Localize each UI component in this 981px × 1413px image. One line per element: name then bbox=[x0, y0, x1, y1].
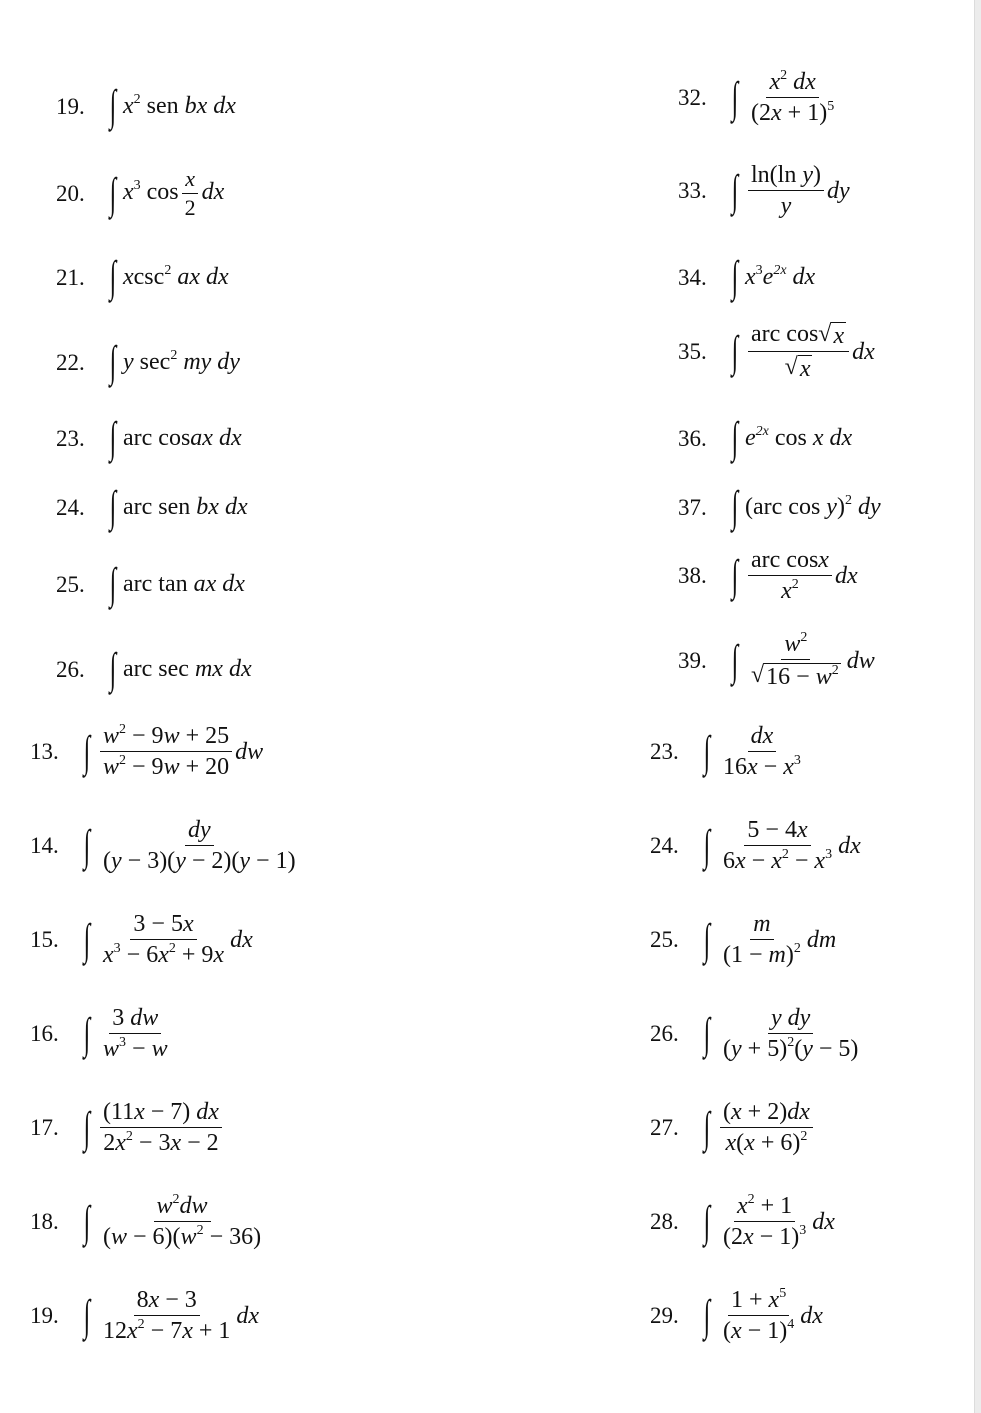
fraction: arc cos √ x √ x bbox=[748, 322, 849, 381]
integral-sign: ∫ bbox=[109, 81, 117, 130]
integral-sign: ∫ bbox=[731, 482, 739, 531]
integral-sign: ∫ bbox=[731, 252, 739, 301]
integral-sign: ∫ bbox=[109, 413, 117, 462]
problem-number: 28. bbox=[650, 1209, 679, 1234]
integral-sign: ∫ bbox=[83, 1290, 91, 1340]
integrand: y $\sec^2$ my dy bbox=[123, 348, 240, 375]
integrand: (arc cos y)$^2$ dy bbox=[745, 493, 881, 520]
problem-number: 22. bbox=[56, 349, 85, 375]
problem-number: 15. bbox=[30, 927, 59, 952]
problem-number: 35. bbox=[678, 339, 707, 364]
integral-sign: ∫ bbox=[703, 1290, 711, 1340]
integral-sign: ∫ bbox=[703, 1196, 711, 1246]
fraction: $\frac{8x - 3}{12x^2 - 7x + 1}$ bbox=[103, 1287, 231, 1344]
problem-number: 17. bbox=[30, 1115, 59, 1140]
problem-b1-33: 33. ∫ $\frac{\text{ln(ln y)}}{y}$ dy bbox=[678, 162, 850, 219]
problem-number: 14. bbox=[30, 833, 59, 858]
integrand: $e^{2x}$ cos x dx bbox=[745, 424, 853, 451]
integral-sign: ∫ bbox=[109, 168, 117, 218]
problem-number: 34. bbox=[678, 264, 707, 290]
fraction: $\frac{dx}{16x - x^3}$ bbox=[723, 723, 801, 780]
problem-b1-21 bbox=[56, 252, 229, 301]
problem-b2-16 bbox=[30, 1006, 174, 1061]
problem-number: 26. bbox=[56, 656, 85, 682]
problem-number: 36. bbox=[678, 425, 707, 451]
problem-number: 39. bbox=[678, 648, 707, 673]
integrand: arc sec mx dx bbox=[123, 656, 252, 682]
integral-sign: ∫ bbox=[109, 559, 117, 608]
integral-sign: ∫ bbox=[731, 72, 739, 122]
problem-number: 19. bbox=[56, 93, 85, 119]
integral-sign: ∫ bbox=[731, 635, 739, 685]
problem-b2-18 bbox=[30, 1194, 267, 1249]
problem-b2-27 bbox=[650, 1100, 816, 1155]
integral-sign: ∫ bbox=[703, 914, 711, 964]
problem-b2-29: 29. ∫ $\frac{1 + x^5}{(x - 1)^4}$ dx bbox=[650, 1286, 823, 1344]
integrand: $x^3e^{2x}$ dx bbox=[745, 263, 816, 290]
fraction: $\frac{3 - 5x}{x^3 - 6x^2 + 9x}$ bbox=[103, 911, 225, 968]
integral-sign: ∫ bbox=[83, 914, 91, 964]
problem-b2-15: 15. ∫ $\frac{3 - 5x}{x^3 - 6x^2 + 9x}$ dx bbox=[30, 911, 253, 968]
problem-number: 24. bbox=[650, 833, 679, 858]
problem-number: 25. bbox=[650, 927, 679, 952]
fraction: $\frac{\text{arc cosx}}{x^2}$ bbox=[748, 548, 832, 603]
problem-b2-23 bbox=[650, 724, 807, 779]
problem-number: 25. bbox=[56, 571, 85, 597]
fraction: $\frac{\text{y dy}}{(y + 5)^2(y - 5)}$ bbox=[723, 1005, 859, 1062]
problem-b2-24: 24. ∫ $\frac{5 - 4x}{6x - x^2 - x^3}$ dx bbox=[650, 817, 861, 874]
problem-b1-37 bbox=[678, 482, 881, 531]
integral-sign: ∫ bbox=[731, 550, 739, 600]
problem-b1-22 bbox=[56, 337, 240, 386]
problem-b2-28: 28. ∫ $\frac{x^2 + 1}{(2x - 1)^3}$ dx bbox=[650, 1192, 835, 1250]
fraction: $\frac{5 - 4x}{6x - x^2 - x^3}$ bbox=[723, 817, 833, 874]
integral-sign: ∫ bbox=[83, 1102, 91, 1152]
problem-b2-14 bbox=[30, 818, 302, 873]
problem-number: 18. bbox=[30, 1209, 59, 1234]
problem-b1-25 bbox=[56, 559, 245, 608]
fraction: $\frac{w^2dw}{(w - 6)(w^2 - 36)}$ bbox=[103, 1192, 262, 1250]
problem-number: 32. bbox=[678, 85, 707, 110]
problem-number: 23. bbox=[650, 739, 679, 764]
problem-b1-39: 39. ∫ $w^2$ √ $16 - w^2$ dw bbox=[678, 630, 875, 690]
problem-number: 19. bbox=[30, 1303, 59, 1328]
integral-sign: ∫ bbox=[731, 326, 739, 376]
problem-number: 21. bbox=[56, 264, 85, 290]
problem-b2-13: 13. ∫ $\frac{w^2 - 9w + 25}{w^2 - 9w + 20}$ dw bbox=[30, 722, 264, 780]
problem-number: 29. bbox=[650, 1303, 679, 1328]
integrand: arc tan ax dx bbox=[123, 571, 245, 597]
integral-sign: ∫ bbox=[109, 337, 117, 386]
problem-b1-38: 38. ∫ $\frac{\text{arc cosx}}{x^2}$ dx bbox=[678, 547, 858, 604]
integral-sign: ∫ bbox=[703, 1008, 711, 1058]
fraction: $\frac{(x + 2)dx}{x(x + 6)^2}$ bbox=[720, 1100, 813, 1155]
problem-b2-19: 19. ∫ $\frac{8x - 3}{12x^2 - 7x + 1}$ dx bbox=[30, 1287, 260, 1344]
fraction: $\frac{x^2 dx}{(2x + 1)^5}$ bbox=[751, 68, 835, 126]
integrand: $x^3$ cos $\frac{x}{2}$ dx bbox=[123, 166, 225, 220]
problem-b1-35: 35. ∫ arc cos √ x √ x dx bbox=[678, 321, 875, 382]
integrand: arc cosax dx bbox=[123, 425, 242, 451]
integral-sign: ∫ bbox=[731, 413, 739, 462]
problem-b2-25: 25. ∫ $\frac{m}{(1 - m)^2}$ dm bbox=[650, 911, 837, 968]
fraction: $\frac{w^2 - 9w + 25}{w^2 - 9w + 20}$ bbox=[100, 724, 232, 779]
integral-sign: ∫ bbox=[109, 644, 117, 693]
integrand: $x^2$ sen bx dx bbox=[123, 92, 236, 119]
integral-sign: ∫ bbox=[109, 482, 117, 531]
fraction: $\frac{\text{ln(ln y)}}{y}$ bbox=[748, 163, 824, 218]
problem-b2-17 bbox=[30, 1100, 225, 1155]
problem-b1-20 bbox=[56, 168, 224, 219]
fraction: $\frac{dy}{(y - 3)(y - 2)(y - 1)}$ bbox=[103, 817, 296, 874]
fraction: $\frac{x^2 + 1}{(2x - 1)^3}$ bbox=[723, 1192, 807, 1250]
problem-b1-34 bbox=[678, 252, 816, 301]
integral-sign: ∫ bbox=[703, 1102, 711, 1152]
fraction: $\frac{1 + x^5}{(x - 1)^4}$ bbox=[723, 1286, 795, 1344]
problem-b2-26 bbox=[650, 1006, 864, 1061]
integral-sign: ∫ bbox=[83, 726, 91, 776]
problem-b1-23 bbox=[56, 413, 242, 462]
problem-number: 37. bbox=[678, 494, 707, 520]
problem-b1-36 bbox=[678, 413, 853, 462]
problem-number: 16. bbox=[30, 1021, 59, 1046]
integral-sign: ∫ bbox=[703, 820, 711, 870]
integral-sign: ∫ bbox=[83, 820, 91, 870]
fraction: $\frac{3 dw}{w^3 - w}$ bbox=[103, 1005, 168, 1062]
integral-sign: ∫ bbox=[109, 252, 117, 301]
integral-sign: ∫ bbox=[703, 726, 711, 776]
integral-sign: ∫ bbox=[83, 1196, 91, 1246]
problem-number: 27. bbox=[650, 1115, 679, 1140]
problem-number: 23. bbox=[56, 425, 85, 451]
problem-number: 33. bbox=[678, 178, 707, 203]
integral-sign: ∫ bbox=[83, 1008, 91, 1058]
problem-b1-26 bbox=[56, 644, 252, 693]
fraction: $\frac{m}{(1 - m)^2}$ bbox=[723, 911, 801, 968]
problem-number: 24. bbox=[56, 494, 85, 520]
integrand: arc sen bx dx bbox=[123, 494, 248, 520]
fraction: $w^2$ √ $16 - w^2$ bbox=[751, 630, 839, 690]
problem-b1-19 bbox=[56, 81, 236, 130]
integral-sign: ∫ bbox=[731, 165, 739, 215]
fraction: $\frac{(11x - 7) dx}{2x^2 - 3x - 2}$ bbox=[100, 1100, 222, 1155]
page-edge-scrollbar bbox=[974, 0, 981, 1413]
problem-number: 13. bbox=[30, 739, 59, 764]
problem-number: 38. bbox=[678, 563, 707, 588]
problem-b1-24 bbox=[56, 482, 248, 531]
integrand: xcsc$^2$ ax dx bbox=[123, 263, 229, 290]
problem-number: 26. bbox=[650, 1021, 679, 1046]
problem-b1-32 bbox=[678, 70, 840, 125]
problem-number: 20. bbox=[56, 181, 85, 206]
